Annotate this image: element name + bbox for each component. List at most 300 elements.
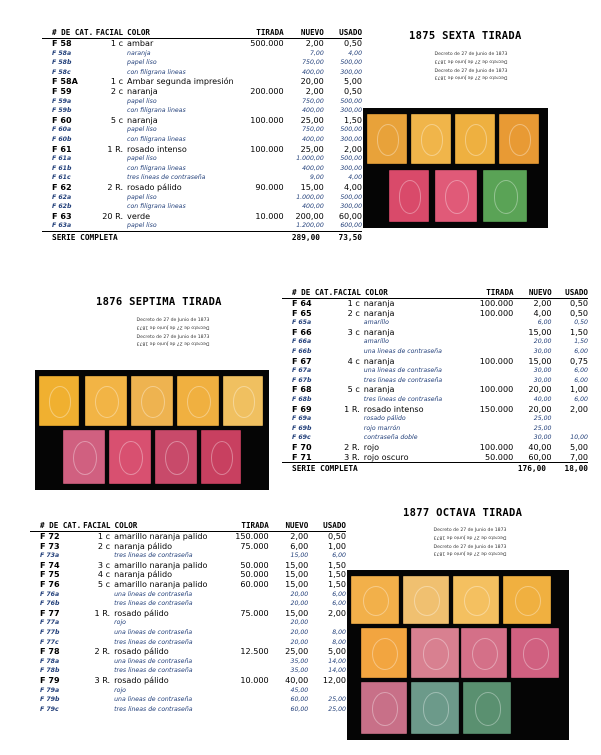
cell-cat: F 78b <box>40 667 60 675</box>
cell-nuevo: 15,00 <box>300 181 324 192</box>
table-row <box>30 580 346 590</box>
cell-usado: 300,00 <box>340 203 363 211</box>
cell-cat: F 59b <box>52 107 72 115</box>
header-nuevo: NUEVO <box>300 27 324 37</box>
stamp-image <box>483 170 527 222</box>
header-tirada: TIRADA <box>256 27 284 37</box>
cell-color: rojo oscuro <box>363 452 409 462</box>
cell-nuevo: 400,00 <box>302 135 324 143</box>
cell-facial: 1 c <box>347 298 360 309</box>
cell-color: rojo <box>114 619 126 627</box>
cell-color: una lineas de contraseña <box>363 367 442 375</box>
cell-usado: 6,00 <box>332 600 346 608</box>
cell-nuevo: 35,00 <box>290 657 309 665</box>
cell-color: rosado pálido <box>114 675 169 685</box>
cell-facial: 20 R. <box>102 210 124 221</box>
cell-tirada: 150.000 <box>479 403 514 414</box>
cell-facial: 3 R. <box>94 674 111 685</box>
cell-cat: F 63a <box>52 222 72 230</box>
table-row <box>42 125 362 135</box>
cell-color: naranja pálido <box>114 570 173 580</box>
cell-usado: 1,50 <box>569 326 588 337</box>
cell-cat: F 78 <box>40 646 60 657</box>
cell-usado: 6,00 <box>332 552 346 560</box>
cell-color: papel liso <box>127 155 157 163</box>
cell-nuevo: 15,00 <box>290 552 309 560</box>
table-row <box>30 676 346 686</box>
cell-nuevo: 400,00 <box>302 107 324 115</box>
total-usado: 73,50 <box>338 232 362 242</box>
cell-nuevo: 1.000,00 <box>296 155 324 163</box>
cell-facial: 5 c <box>97 579 111 590</box>
cell-usado: 4,00 <box>348 49 363 57</box>
cell-usado: 500,00 <box>340 193 363 201</box>
cell-tirada: 150.000 <box>235 531 269 542</box>
cell-tirada: 12.500 <box>240 646 269 657</box>
cell-nuevo: 25,00 <box>300 114 324 125</box>
table-row <box>30 590 346 600</box>
cell-facial: 1 R. <box>107 143 124 154</box>
cell-cat: F 58 <box>52 38 72 49</box>
table-row <box>42 221 362 231</box>
decree-text-inverted: Decreto de 27 de Junio de 1873 <box>136 324 210 329</box>
cell-facial: 1 c <box>110 76 124 87</box>
cell-nuevo: 25,00 <box>533 424 552 432</box>
cell-usado: 14,00 <box>328 667 346 675</box>
cell-cat: F 62 <box>52 181 72 192</box>
table-row <box>30 628 346 638</box>
cell-tirada: 50.000 <box>240 559 269 570</box>
cell-nuevo: 15,00 <box>528 355 552 366</box>
stamp-image <box>155 430 197 484</box>
section-title-1876: 1876 SEPTIMA TIRADA <box>96 296 222 308</box>
cell-nuevo: 15,00 <box>285 579 309 590</box>
table-row <box>42 49 362 59</box>
decree-text-inverted: Decreto de 27 de Junio de 1873 <box>433 534 507 539</box>
cell-tirada: 50.000 <box>484 451 514 462</box>
cell-usado: 300,00 <box>340 164 363 172</box>
cell-color: con filigrana lineas <box>127 203 186 211</box>
cell-cat: F 61 <box>52 143 72 154</box>
cell-tirada: 100.000 <box>250 114 284 125</box>
table-row <box>30 609 346 619</box>
cell-nuevo: 30,00 <box>533 348 552 356</box>
cell-cat: F 60b <box>52 135 72 143</box>
stamp-image <box>63 430 105 484</box>
cell-nuevo: 1.200,00 <box>296 222 324 230</box>
cell-facial: 1 c <box>97 531 111 542</box>
cell-usado: 0,75 <box>569 355 588 366</box>
cell-usado: 2,00 <box>343 143 363 154</box>
decree-text: Decreto de 27 de Junio de 1873 <box>434 52 508 57</box>
cell-color: papel liso <box>127 97 157 105</box>
cell-cat: F 58b <box>52 59 72 67</box>
cell-facial: 4 c <box>97 569 111 580</box>
cell-usado: 6,00 <box>574 348 588 356</box>
decree-1876 <box>114 318 232 346</box>
cell-nuevo: 30,00 <box>533 367 552 375</box>
table-row <box>282 309 588 319</box>
total-nuevo: 176,00 <box>517 463 546 473</box>
cell-color: amarillo naranja palido <box>114 532 208 542</box>
cell-usado: 500,00 <box>340 126 363 134</box>
cell-cat: F 69c <box>292 434 311 442</box>
cell-nuevo: 25,00 <box>533 415 552 423</box>
table-row <box>42 212 362 222</box>
stamp-image <box>177 376 219 426</box>
cell-usado: 300,00 <box>340 107 363 115</box>
cell-nuevo: 7,00 <box>309 49 324 57</box>
cell-nuevo: 15,00 <box>528 326 552 337</box>
cell-usado: 1,50 <box>327 569 346 580</box>
table-row <box>282 385 588 395</box>
cell-nuevo: 35,00 <box>290 667 309 675</box>
cell-facial: 2 c <box>347 307 360 318</box>
cell-cat: F 66b <box>292 348 312 356</box>
cell-cat: F 76b <box>40 600 60 608</box>
header-color: COLOR <box>364 287 388 297</box>
cell-tirada: 10.000 <box>255 210 284 221</box>
table-row <box>42 164 362 174</box>
cell-color: tres lineas de contraseña <box>114 600 193 608</box>
table-header <box>42 26 362 39</box>
table-row <box>42 97 362 107</box>
stamp-image <box>367 114 407 164</box>
cell-color: papel liso <box>127 59 157 67</box>
cell-nuevo: 400,00 <box>302 68 324 76</box>
cell-tirada: 200.000 <box>250 86 284 97</box>
cell-color: rojo marrón <box>363 424 401 432</box>
header-cat: # DE CAT. <box>52 27 94 37</box>
cell-color: con filigrana lineas <box>127 135 186 143</box>
cell-color: tres lineas de contraseña <box>114 705 193 713</box>
table-total-row <box>42 231 362 243</box>
decree-text-inverted: Decreto de 27 de Junio de 1873 <box>136 340 210 346</box>
cell-color: rosado intenso <box>127 144 187 154</box>
cell-usado: 4,00 <box>343 181 363 192</box>
header-cat: # DE CAT. <box>40 520 82 530</box>
cell-cat: F 76a <box>40 590 60 598</box>
cell-facial: 3 R. <box>344 451 360 462</box>
stamp-image <box>511 628 559 678</box>
table-row <box>282 357 588 367</box>
cell-nuevo: 750,00 <box>302 59 324 67</box>
cell-color: contraseña doble <box>363 434 418 442</box>
table-row <box>282 405 588 415</box>
cell-color: una lineas de contraseña <box>114 628 193 636</box>
cell-cat: F 69a <box>292 415 312 423</box>
cell-nuevo: 15,00 <box>285 559 309 570</box>
stamp-image <box>461 628 507 678</box>
cell-nuevo: 40,00 <box>533 395 552 403</box>
total-nuevo: 289,00 <box>291 232 320 242</box>
cell-nuevo: 20,00 <box>300 76 324 87</box>
stamp-image <box>39 376 79 426</box>
table-1876 <box>282 286 588 474</box>
header-facial: FACIAL <box>95 27 124 37</box>
stamps-photo-1875 <box>363 108 548 228</box>
cell-usado: 1,00 <box>327 540 346 551</box>
stamp-image <box>455 114 495 164</box>
decree-text: Decreto de 27 de Junio de 1873 <box>433 528 507 533</box>
cell-facial: 2 R. <box>94 646 111 657</box>
cell-facial: 1 c <box>110 38 124 49</box>
header-color: COLOR <box>127 27 150 37</box>
cell-tirada: 10.000 <box>240 674 269 685</box>
cell-facial: 2 c <box>97 540 111 551</box>
decree-text-inverted: Decreto de 27 de Junio de 1873 <box>434 74 508 80</box>
cell-cat: F 77a <box>40 619 60 627</box>
cell-color: tres lineas de contraseña <box>114 638 193 646</box>
table-row <box>282 424 588 434</box>
cell-usado: 6,00 <box>574 367 588 375</box>
cell-color: rosado intenso <box>363 404 424 414</box>
cell-nuevo: 20,00 <box>290 628 309 636</box>
cell-usado: 0,50 <box>343 86 363 97</box>
cell-color: Ambar segunda impresión <box>127 77 234 87</box>
cell-color: amarillo naranja palido <box>114 580 208 590</box>
cell-cat: F 65a <box>292 319 312 327</box>
cell-nuevo: 9,00 <box>309 174 324 182</box>
cell-facial: 3 c <box>347 326 360 337</box>
cell-usado: 60,00 <box>338 210 363 221</box>
table-row <box>42 39 362 49</box>
cell-color: naranja pálido <box>114 541 173 551</box>
cell-nuevo: 25,00 <box>300 143 324 154</box>
cell-nuevo: 2,00 <box>305 86 324 97</box>
cell-cat: F 58c <box>52 68 71 76</box>
cell-cat: F 58a <box>52 49 72 57</box>
cell-usado: 1,50 <box>327 579 346 590</box>
cell-usado: 14,00 <box>328 657 346 665</box>
cell-tirada: 500.000 <box>250 38 284 49</box>
cell-usado: 300,00 <box>340 135 363 143</box>
cell-color: naranja <box>127 87 158 97</box>
cell-nuevo: 20,00 <box>528 384 552 395</box>
cell-cat: F 59a <box>52 97 72 105</box>
cell-nuevo: 2,00 <box>290 531 309 542</box>
cell-nuevo: 40,00 <box>528 441 552 452</box>
header-usado: USADO <box>323 520 346 530</box>
cell-color: con filigrana lineas <box>127 68 186 76</box>
section-title-1877: 1877 OCTAVA TIRADA <box>403 507 523 519</box>
header-nuevo: NUEVO <box>285 520 309 530</box>
cell-tirada: 75.000 <box>240 540 269 551</box>
table-header <box>282 286 588 299</box>
cell-usado: 1,00 <box>569 384 588 395</box>
cell-cat: F 78a <box>40 657 60 665</box>
cell-usado: 12,00 <box>322 674 346 685</box>
table-row <box>30 686 346 696</box>
cell-cat: F 79c <box>40 705 59 713</box>
stamp-image <box>223 376 263 426</box>
cell-cat: F 70 <box>292 441 312 452</box>
cell-usado: 2,00 <box>569 403 588 414</box>
cell-nuevo: 30,00 <box>533 376 552 384</box>
cell-nuevo: 20,00 <box>290 600 309 608</box>
cell-nuevo: 400,00 <box>302 203 324 211</box>
cell-facial: 2 R. <box>344 441 360 452</box>
table-total-row <box>282 462 588 474</box>
cell-usado: 10,00 <box>570 434 588 442</box>
cell-color: rojo <box>363 442 380 452</box>
table-row <box>42 193 362 203</box>
cell-cat: F 73 <box>40 540 60 551</box>
cell-color: verde <box>127 211 151 221</box>
cell-usado: 6,00 <box>574 376 588 384</box>
stamp-image <box>435 170 477 222</box>
table-row <box>30 542 346 552</box>
cell-cat: F 75 <box>40 569 60 580</box>
cell-color: amarillo <box>363 319 389 327</box>
table-row <box>42 183 362 193</box>
decree-1875 <box>412 52 530 80</box>
table-1875 <box>42 26 362 243</box>
cell-tirada: 60.000 <box>240 579 269 590</box>
cell-cat: F 61b <box>52 164 72 172</box>
cell-nuevo: 20,00 <box>290 619 309 627</box>
cell-nuevo: 60,00 <box>290 705 309 713</box>
table-row <box>42 87 362 97</box>
cell-facial: 1 R. <box>94 607 111 618</box>
stamp-image <box>411 628 459 678</box>
cell-nuevo: 4,00 <box>533 307 552 318</box>
cell-tirada: 90.000 <box>255 181 284 192</box>
table-row <box>42 116 362 126</box>
table-header <box>30 519 346 532</box>
cell-cat: F 61c <box>52 174 71 182</box>
cell-color: con filigrana lineas <box>127 164 186 172</box>
cell-color: amarillo <box>363 338 389 346</box>
cell-usado: 5,00 <box>327 646 346 657</box>
cell-tirada: 100.000 <box>479 355 514 366</box>
cell-facial: 2 c <box>110 86 124 97</box>
table-row <box>282 337 588 347</box>
cell-cat: F 77b <box>40 628 60 636</box>
cell-nuevo: 2,00 <box>533 298 552 309</box>
cell-usado: 6,00 <box>332 590 346 598</box>
cell-nuevo: 750,00 <box>302 97 324 105</box>
stamp-image <box>201 430 241 484</box>
cell-cat: F 62a <box>52 193 72 201</box>
cell-nuevo: 2,00 <box>305 38 324 49</box>
cell-nuevo: 15,00 <box>285 607 309 618</box>
cell-color: papel liso <box>127 222 157 230</box>
header-tirada: TIRADA <box>241 520 269 530</box>
cell-usado: 8,00 <box>332 638 346 646</box>
cell-usado: 4,00 <box>348 174 363 182</box>
cell-cat: F 69 <box>292 403 312 414</box>
decree-text: Decreto de 27 de Junio de 1873 <box>433 544 507 550</box>
decree-text-inverted: Decreto de 27 de Junio de 1873 <box>434 58 508 63</box>
cell-color: rosado pálido <box>114 647 169 657</box>
cell-usado: 0,50 <box>569 298 588 309</box>
cell-cat: F 79a <box>40 686 60 694</box>
cell-color: naranja <box>363 385 395 395</box>
header-usado: USADO <box>339 27 363 37</box>
cell-tirada: 50.000 <box>240 569 269 580</box>
cell-cat: F 71 <box>292 451 312 462</box>
cell-color: una lineas de contraseña <box>363 348 442 356</box>
total-label: SERIE COMPLETA <box>52 232 118 242</box>
cell-color: naranja <box>127 49 151 57</box>
cell-cat: F 79b <box>40 696 60 704</box>
cell-color: una lineas de contraseña <box>114 657 193 665</box>
cell-color: naranja <box>363 327 395 337</box>
stamps-photo-1876 <box>35 370 269 490</box>
table-row <box>282 453 588 463</box>
cell-color: tres lineas de contraseña <box>114 667 193 675</box>
cell-cat: F 60 <box>52 114 72 125</box>
table-row <box>42 154 362 164</box>
header-usado: USADO <box>565 287 588 297</box>
header-tirada: TIRADA <box>486 287 514 297</box>
stamp-image <box>499 114 539 164</box>
cell-cat: F 67b <box>292 376 312 384</box>
cell-color: papel liso <box>127 193 157 201</box>
cell-nuevo: 1.000,00 <box>296 193 324 201</box>
cell-nuevo: 20,00 <box>533 338 552 346</box>
cell-facial: 3 c <box>97 559 111 570</box>
cell-facial: 5 c <box>110 114 124 125</box>
cell-usado: 0,50 <box>327 531 346 542</box>
stamp-image <box>109 430 151 484</box>
cell-color: ambar <box>127 39 154 49</box>
cell-color: naranja <box>363 356 395 366</box>
table-row <box>282 414 588 424</box>
table-row <box>30 657 346 667</box>
table-row <box>42 58 362 68</box>
cell-nuevo: 25,00 <box>285 646 309 657</box>
cell-tirada: 100.000 <box>479 307 514 318</box>
cell-usado: 0,50 <box>569 307 588 318</box>
cell-nuevo: 60,00 <box>290 696 309 704</box>
header-facial: FACIAL <box>333 287 361 297</box>
cell-nuevo: 20,00 <box>290 590 309 598</box>
cell-cat: F 59 <box>52 86 72 97</box>
cell-color: tres lineas de contraseña <box>363 376 443 384</box>
cell-color: amarillo naranja palido <box>114 560 208 570</box>
cell-tirada: 75.000 <box>240 607 269 618</box>
cell-color: una lineas de contraseña <box>114 696 193 704</box>
decree-text: Decreto de 27 de Junio de 1873 <box>434 68 508 74</box>
cell-cat: F 63 <box>52 210 72 221</box>
stamp-image <box>351 576 399 624</box>
cell-nuevo: 6,00 <box>537 319 552 327</box>
cell-cat: F 73a <box>40 552 60 560</box>
stamp-image <box>411 682 459 734</box>
cell-tirada: 100.000 <box>479 384 514 395</box>
cell-nuevo: 20,00 <box>528 403 552 414</box>
stamp-image <box>411 114 451 164</box>
stamp-image <box>361 628 407 678</box>
cell-cat: F 68b <box>292 395 312 403</box>
cell-usado: 2,00 <box>327 607 346 618</box>
cell-nuevo: 60,00 <box>528 451 552 462</box>
cell-cat: F 60a <box>52 126 72 134</box>
cell-cat: F 77c <box>40 638 59 646</box>
table-1877 <box>30 519 346 714</box>
cell-nuevo: 6,00 <box>290 540 309 551</box>
cell-color: rosado pálido <box>114 608 169 618</box>
cell-nuevo: 20,00 <box>290 638 309 646</box>
cell-tirada: 100.000 <box>479 298 514 309</box>
cell-cat: F 61a <box>52 155 72 163</box>
cell-cat: F 66 <box>292 326 312 337</box>
stamp-image <box>503 576 551 624</box>
cell-nuevo: 45,00 <box>290 686 309 694</box>
cell-color: tres lineas de contraseña <box>363 395 443 403</box>
